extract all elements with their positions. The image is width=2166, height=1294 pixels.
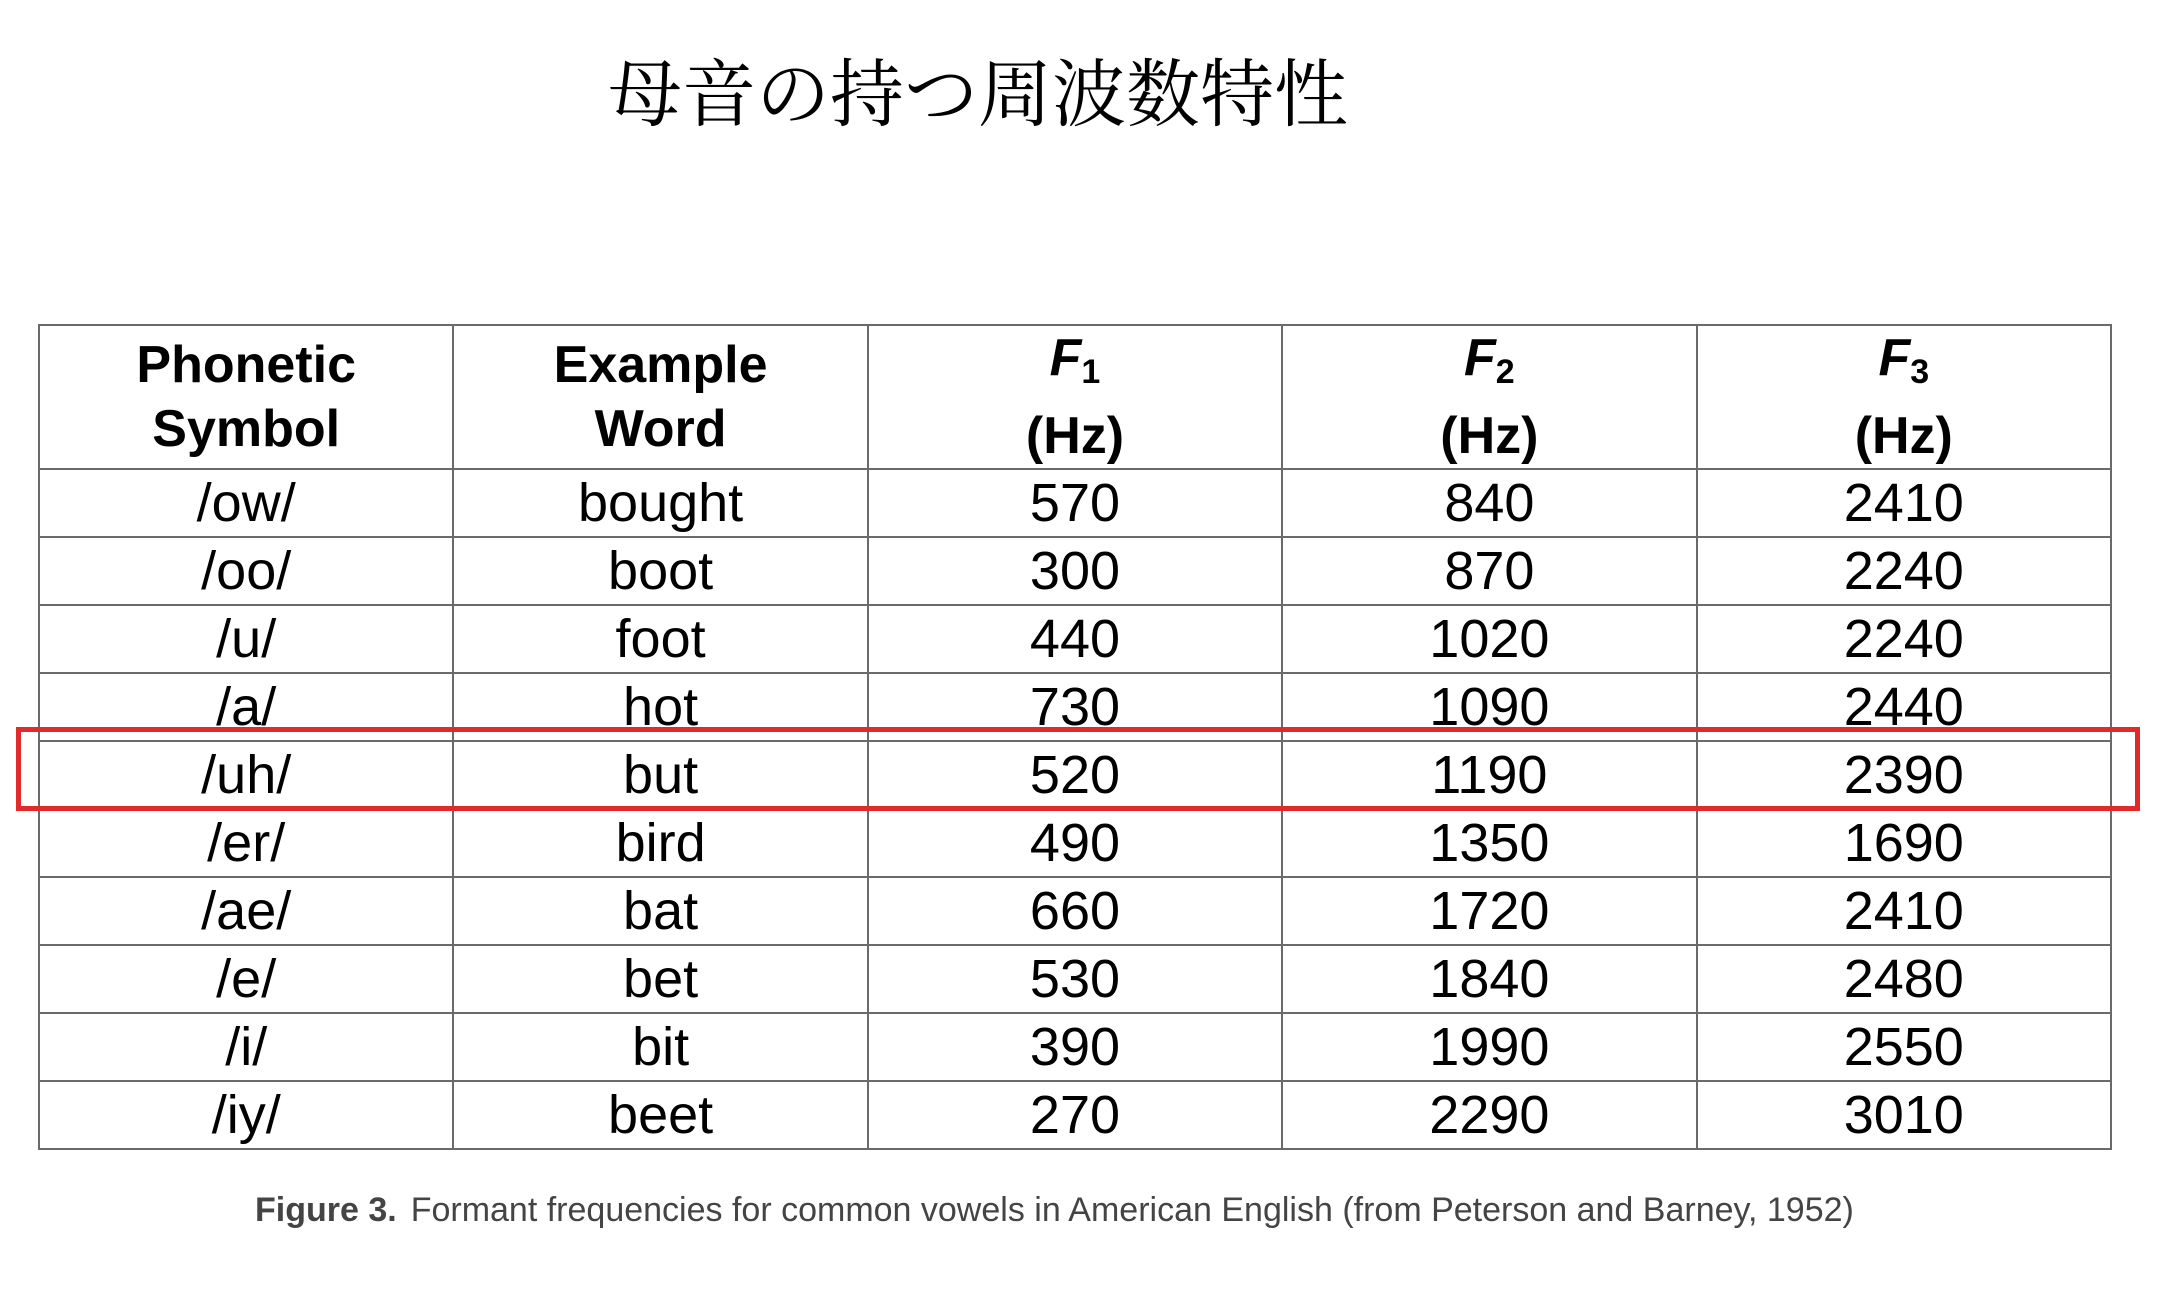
- phonetic-symbol-cell: /u/: [39, 605, 453, 673]
- f3-cell: 1690: [1697, 809, 2111, 877]
- table-row: [39, 537, 2111, 605]
- example-word-cell: foot: [453, 605, 867, 673]
- table-row: [39, 877, 2111, 945]
- table-row: [39, 469, 2111, 537]
- phonetic-symbol-cell: /iy/: [39, 1081, 453, 1149]
- f2-cell: 1840: [1282, 945, 1696, 1013]
- f2-cell: 870: [1282, 537, 1696, 605]
- f3-cell: 2390: [1697, 741, 2111, 809]
- f2-cell: 2290: [1282, 1081, 1696, 1149]
- example-word-cell: bet: [453, 945, 867, 1013]
- f3-cell: 2240: [1697, 537, 2111, 605]
- f1-cell: 730: [868, 673, 1282, 741]
- phonetic-symbol-cell: /ae/: [39, 877, 453, 945]
- f3-cell: 2240: [1697, 605, 2111, 673]
- phonetic-symbol-cell: /uh/: [39, 741, 453, 809]
- f1-cell: 440: [868, 605, 1282, 673]
- example-word-cell: bat: [453, 877, 867, 945]
- example-word-cell: but: [453, 741, 867, 809]
- phonetic-symbol-cell: /ow/: [39, 469, 453, 537]
- f1-cell: 520: [868, 741, 1282, 809]
- table-row: [39, 1081, 2111, 1149]
- example-word-cell: bird: [453, 809, 867, 877]
- phonetic-symbol-cell: /a/: [39, 673, 453, 741]
- caption-label: Figure 3.: [255, 1191, 397, 1229]
- header-f1: F1 (Hz): [868, 325, 1282, 469]
- phonetic-symbol-cell: /er/: [39, 809, 453, 877]
- f3-cell: 2410: [1697, 877, 2111, 945]
- f2-cell: 1190: [1282, 741, 1696, 809]
- f1-cell: 390: [868, 1013, 1282, 1081]
- f2-cell: 1720: [1282, 877, 1696, 945]
- table-row: [39, 945, 2111, 1013]
- f1-cell: 530: [868, 945, 1282, 1013]
- f1-cell: 490: [868, 809, 1282, 877]
- figure-caption: [255, 1188, 1854, 1232]
- slide-title: 母音の持つ周波数特性: [608, 52, 1348, 138]
- phonetic-symbol-cell: /e/: [39, 945, 453, 1013]
- f3-cell: 2480: [1697, 945, 2111, 1013]
- f2-cell: 1350: [1282, 809, 1696, 877]
- f2-cell: 1090: [1282, 673, 1696, 741]
- header-f3: F3 (Hz): [1697, 325, 2111, 469]
- f3-cell: 3010: [1697, 1081, 2111, 1149]
- phonetic-symbol-cell: /oo/: [39, 537, 453, 605]
- table-row: [39, 809, 2111, 877]
- table-header-row: [39, 325, 2111, 469]
- f1-cell: 300: [868, 537, 1282, 605]
- f2-cell: 1990: [1282, 1013, 1696, 1081]
- header-phonetic-symbol: Phonetic Symbol: [39, 325, 453, 469]
- f1-cell: 270: [868, 1081, 1282, 1149]
- f1-cell: 660: [868, 877, 1282, 945]
- table-row: [39, 1013, 2111, 1081]
- example-word-cell: beet: [453, 1081, 867, 1149]
- header-f2: F2 (Hz): [1282, 325, 1696, 469]
- f3-cell: 2410: [1697, 469, 2111, 537]
- example-word-cell: hot: [453, 673, 867, 741]
- f2-cell: 840: [1282, 469, 1696, 537]
- example-word-cell: boot: [453, 537, 867, 605]
- f2-cell: 1020: [1282, 605, 1696, 673]
- phonetic-symbol-cell: /i/: [39, 1013, 453, 1081]
- f3-cell: 2440: [1697, 673, 2111, 741]
- example-word-cell: bit: [453, 1013, 867, 1081]
- f3-cell: 2550: [1697, 1013, 2111, 1081]
- f1-cell: 570: [868, 469, 1282, 537]
- header-example-word: Example Word: [453, 325, 867, 469]
- row-highlight-box: [16, 727, 2140, 811]
- example-word-cell: bought: [453, 469, 867, 537]
- caption-text: Formant frequencies for common vowels in American English (from Peterson and Barney, 1952): [410, 1191, 1854, 1229]
- table-row: [39, 605, 2111, 673]
